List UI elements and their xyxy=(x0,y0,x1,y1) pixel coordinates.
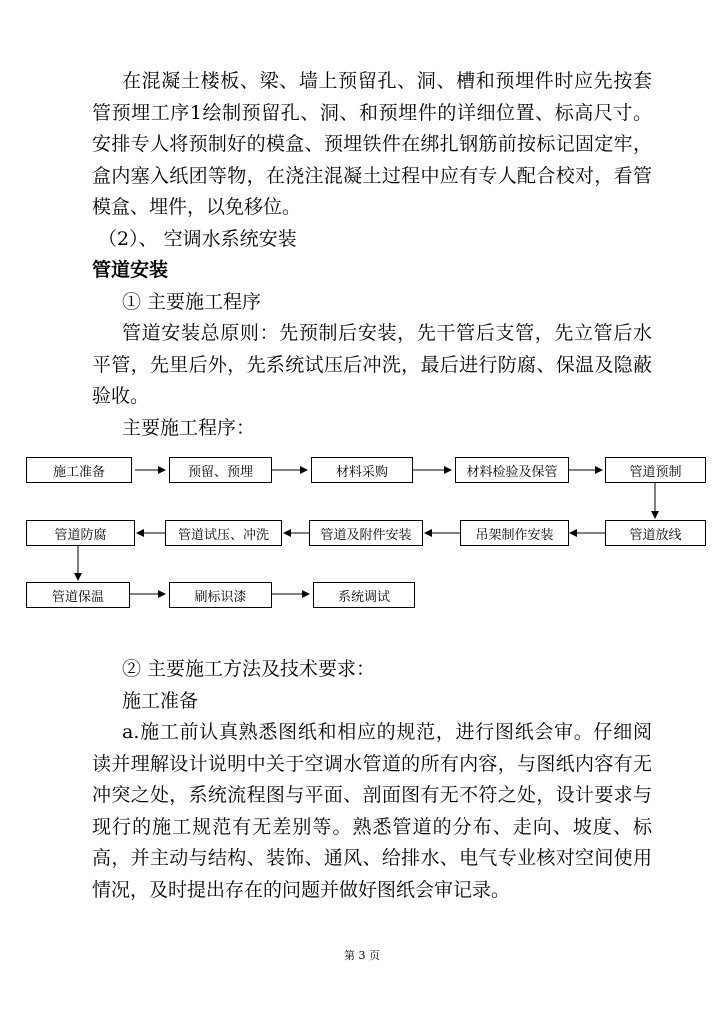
subheading-prep: 施工准备 xyxy=(122,689,199,712)
flow-step-material-purchase: 材料采购 xyxy=(311,457,413,483)
flow-step-pressure-test: 管道试压、冲洗 xyxy=(165,520,282,546)
flow-step-insulation: 管道保温 xyxy=(26,582,130,608)
section-title: （2）、 空调水系统安装 xyxy=(98,227,297,250)
page-number: 第 3 页 xyxy=(344,949,380,962)
flow-step-material-inspection: 材料检验及保管 xyxy=(455,457,569,483)
flow-step-reserve-embed: 预留、预埋 xyxy=(169,457,272,483)
flow-step-construction-prep: 施工准备 xyxy=(26,457,132,483)
paragraph-drawing-review: a.施工前认真熟悉图纸和相应的规范，进行图纸会审。仔细阅读并理解设计说明中关于空调水管道的所有内容，与图纸内容有无冲突之处，系统流程图与平面、剖面图有无不符之处，设计要求与现行的施工规范有无差别等。熟悉管道的分布、走向、坡度、标高，并主动与结构、装饰、通风、给排水、电气专业核对空间使用情况，及时提出存在的问题并做好图纸会审记录。 xyxy=(92,721,652,901)
flow-step-marking-paint: 刷标识漆 xyxy=(169,582,272,608)
subheading-methods: ② 主要施工方法及技术要求： xyxy=(122,658,376,680)
flow-step-pipe-prefab: 管道预制 xyxy=(605,457,706,483)
flow-step-anticorrosion: 管道防腐 xyxy=(26,520,135,546)
flow-step-pipe-layout: 管道放线 xyxy=(605,520,706,546)
flow-step-system-commissioning: 系统调试 xyxy=(313,582,415,608)
paragraph-installation-principle: 管道安装总原则：先预制后安装，先干管后支管，先立管后水平管，先里后外，先系统试压后冲洗，最后进行防腐、保温及隐蔽验收。 xyxy=(92,322,652,407)
flow-step-pipe-fittings-install: 管道及附件安装 xyxy=(309,520,423,546)
lower-text-block xyxy=(92,654,652,906)
flow-step-hanger-install: 吊架制作安装 xyxy=(460,520,569,546)
paragraph-embedded-parts: 在混凝土楼板、梁、墙上预留孔、洞、槽和预埋件时应先按套管预埋工序1绘制预留孔、洞、和预埋件的详细位置、标高尺寸。安排专人将预制好的模盒、预埋铁件在绑扎钢筋前按标记固定牢，盒内塞入纸团等物，在浇注混凝土过程中应有专人配合校对，看管模盒、埋件，以免移位。 xyxy=(92,70,652,218)
heading-pipe-installation: 管道安装 xyxy=(92,259,169,281)
subheading-main-procedure: ① 主要施工程序 xyxy=(122,290,262,313)
paragraph-procedure-label: 主要施工程序： xyxy=(122,416,256,439)
